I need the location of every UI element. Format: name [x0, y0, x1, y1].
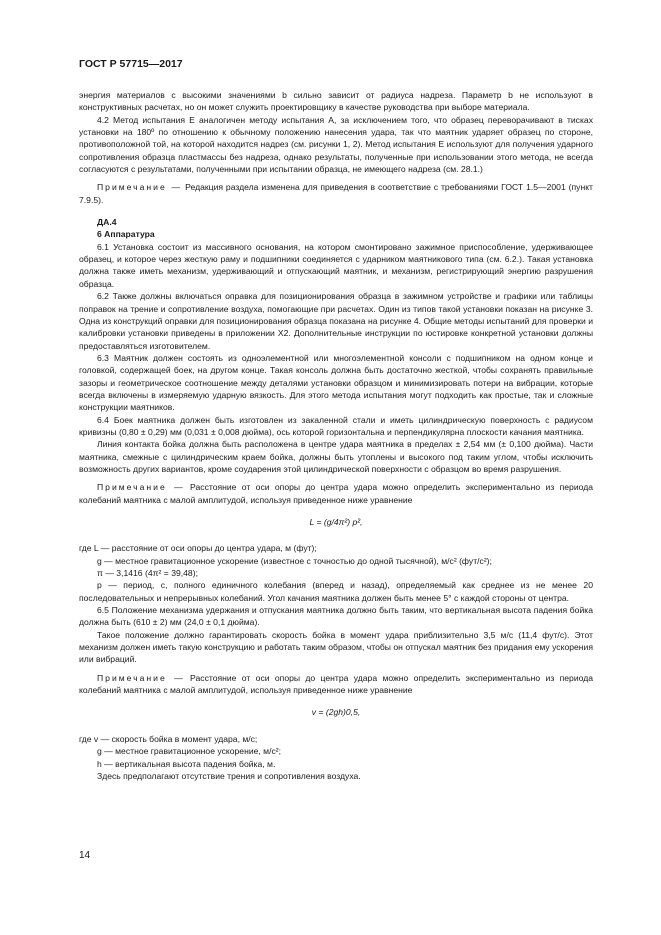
definition: где L — расстояние от оси опоры до центра удара, м (фут);: [79, 543, 317, 554]
paragraph: 6.4 Боек маятника должен быть изготовлен из закаленной стали и иметь цилиндрическую поверхность с радиусом кривизны (0,80 ± 0,29) мм (0,031 ± 0,008 дюйма), ось которой горизонтальна и перпендикулярна плоскости качания маятника.: [79, 414, 593, 437]
note: [79, 181, 593, 206]
definition: g — местное гравитационное ускорение (известное с точностью до одной тысячной), м/с² (фут/с²);: [97, 555, 492, 566]
note-label: Примечание —: [97, 482, 185, 493]
paragraph: Линия контакта бойка должна быть расположена в центре удара маятника в пределах ± 2,54 мм (± 0,100 дюйма). Части маятника, смежные с цилиндрическим краем бойка, должны быть утоплены и высокого под таким углом, чтобы исключить возможность других вариантов, кроме соударения этой цилиндрической поверхности с образцом во время разрушения.: [79, 439, 593, 474]
note-label: Примечание —: [97, 182, 183, 193]
paragraph: Такое положение должно гарантировать скорость бойка в момент удара приблизительно 3,5 м/с (11,4 фут/с). Этот механизм должен иметь такую конструкцию и работать таким образом, чтобы он отпускал маятник без придания ему ускорения или вибраций.: [79, 629, 593, 665]
note: [79, 672, 593, 697]
paragraph: энергия материалов с высокими значениями b сильно зависит от радиуса надреза. Параметр b не используют в конструктивных расчетах, но он может служить проектировщику в качестве руководства при выборе материала.: [79, 90, 593, 113]
note-label: Примечание —: [97, 672, 185, 683]
paragraph: 6.1 Установка состоит из массивного основания, на котором смонтировано зажимное приспособление, удерживающее образец, и которое через жесткую раму и подшипники соединяется с ударником маятникового типа (см. 6.2.). Такая установка должна также иметь механизм, удерживающий и отпускающий маятник, и механизм, регистрирующий энергию разрушения образца.: [79, 241, 593, 289]
paragraph: 6.5 Положение механизма удержания и отпускания маятника должно быть таким, что вертикальная высота падения бойка должна быть (610 ± 2) мм (24,0 ± 0,1 дюйма).: [79, 605, 593, 628]
standard-title: ГОСТ Р 57715—2017: [79, 58, 183, 70]
formula-pendulum-length: L = (g/4π²) p²,: [309, 517, 363, 527]
paragraph: 6.2 Также должны включаться оправка для позиционирования образца в зажимном устройстве и графики или таблицы поправок на трение и сопротивление воздуха, помогающие при расчетах. Один из типов такой установки показан на рисунке 3. Одна из конструкций оправки для позиционирования образца показана на рисунке 4. Общие методы испытаний для проверки и калибровки установки приведены в приложении Х2. Дополнительные инструкции по юстировке конкретной установки должны предоставляться изготовителем.: [79, 291, 593, 351]
note-text: Редакция раздела изменена для приведения в соответствие с требованиями ГОСТ 1.5—2001 (пункт 7.9.5).: [79, 182, 593, 205]
definition: p — период, с, полного единичного колебания (вперед и назад), определяемый как среднее из не менее 20 последовательных и непрерывных колебаний. Угол качания маятника должен быть менее 5° с каждой стороны от центра.: [79, 580, 593, 603]
definition: π — 3,1416 (4π² = 39,48);: [97, 568, 198, 579]
note-text: Расстояние от оси опоры до центра удара можно определить экспериментально из периода колебаний маятника с малой амплитудой, используя приведенное ниже уравнение: [79, 482, 594, 505]
note: [79, 481, 593, 506]
document-body: [79, 89, 593, 782]
note-text: Расстояние от оси опоры до центра удара можно определить экспериментально из периода колебаний маятника с малой амплитудой, используя приведенное ниже уравнение: [79, 672, 594, 696]
paragraph: 4.2 Метод испытания Е аналогичен методу испытания А, за исключением того, что образец переворачивают в тисках установки на 180º по отношению к обычному положению нанесения удара, так что маятник ударяет образец по стороне, противоположной той, на которой находится надрез (см. рисунки 1, 2). Метод испытания Е используют для получения ударного сопротивления образца пластмассы без надреза, однако результаты, полученные при использовании этого метода, не всегда согласуются с результатами, полученными при испытании образца, не имеющего надреза (см. 28.1.): [79, 114, 593, 175]
page-number: 14: [79, 850, 91, 861]
definition: где v — скорость бойка в момент удара, м/с;: [79, 733, 258, 744]
definition: h — вертикальная высота падения бойка, м.: [97, 758, 276, 769]
paragraph: Здесь предполагают отсутствие трения и сопротивления воздуха.: [97, 770, 361, 781]
section-code: ДА.4: [97, 217, 117, 228]
paragraph: 6.3 Маятник должен состоять из одноэлементной или многоэлементной консоли с подшипником на одном конце и головкой, содержащей боек, на другом конце. Такая консоль должна быть достаточно жесткой, чтобы сохранять правильные зазоры и геометрическое соотношение между деталями установки образцом и минимизировать потери на вибрации, которые всегда включены в измеряемую ударную вязкость. Для этого метода испытания могут подходить как простые, так и сложные конструкции маятников.: [79, 352, 593, 413]
definition: g — местное гравитационное ускорение, м/с²;: [97, 746, 282, 757]
section-heading: 6 Аппаратура: [97, 229, 155, 240]
formula-impact-velocity: v = (2gh)0,5,: [311, 707, 361, 718]
